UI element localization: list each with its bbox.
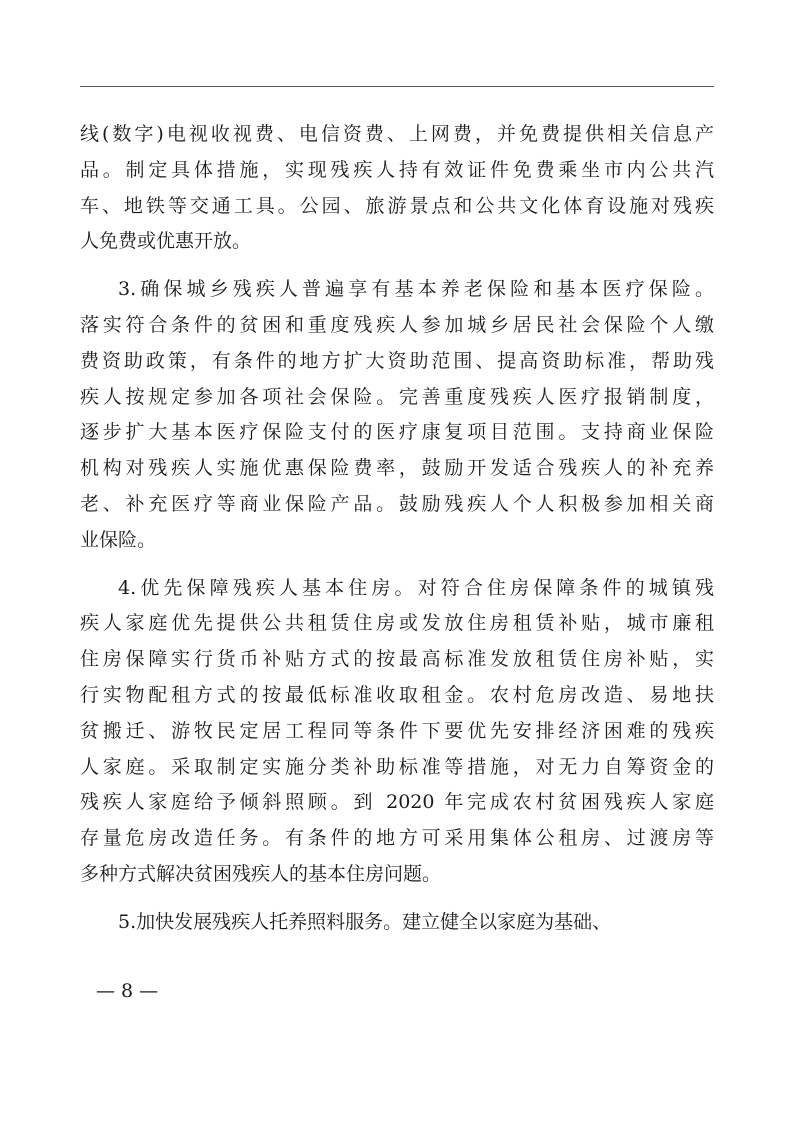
text-line: 车、地铁等交通工具。公园、旅游景点和公共文化体育设施对残疾 bbox=[80, 194, 714, 217]
text-line: 残疾人家庭给予倾斜照顾。到 2020 年完成农村贫困残疾人家庭 bbox=[80, 791, 714, 814]
text-line: 落实符合条件的贫困和重度残疾人参加城乡居民社会保险个人缴 bbox=[80, 313, 714, 336]
page-number: — 8 — bbox=[96, 980, 159, 1002]
text-line: 品。制定具体措施，实现残疾人持有效证件免费乘坐市内公共汽 bbox=[80, 158, 714, 181]
text-line: 存量危房改造任务。有条件的地方可采用集体公租房、过渡房等 bbox=[80, 827, 714, 850]
text-line: 5.加快发展残疾人托养照料服务。建立健全以家庭为基础、 bbox=[118, 910, 612, 933]
text-line: 人免费或优惠开放。 bbox=[80, 230, 252, 253]
text-line: 线(数字)电视收视费、电信资费、上网费，并免费提供相关信息产 bbox=[80, 123, 714, 145]
text-line: 行实物配租方式的按最低标准收取租金。农村危房改造、易地扶 bbox=[80, 683, 714, 706]
text-line: 贫搬迁、游牧民定居工程同等条件下要优先安排经济困难的残疾 bbox=[80, 719, 714, 742]
paragraph-2 bbox=[80, 272, 714, 558]
text-line: 老、补充医疗等商业保险产品。鼓励残疾人个人积极参加相关商 bbox=[80, 492, 714, 515]
text-line: 人家庭。采取制定实施分类补助标准等措施，对无力自筹资金的 bbox=[80, 755, 714, 778]
document-body bbox=[80, 117, 714, 941]
paragraph-3 bbox=[80, 571, 714, 893]
text-line: 逐步扩大基本医疗保险支付的医疗康复项目范围。支持商业保险 bbox=[80, 421, 714, 444]
text-line: 费资助政策，有条件的地方扩大资助范围、提高资助标准，帮助残 bbox=[80, 349, 714, 372]
text-line: 3.确保城乡残疾人普遍享有基本养老保险和基本医疗保险。 bbox=[118, 278, 714, 301]
text-line: 疾人家庭优先提供公共租赁住房或发放住房租赁补贴，城市廉租 bbox=[80, 612, 714, 635]
paragraph-4 bbox=[80, 905, 714, 941]
text-line: 疾人按规定参加各项社会保险。完善重度残疾人医疗报销制度， bbox=[80, 385, 714, 408]
text-line: 住房保障实行货币补贴方式的按最高标准发放租赁住房补贴，实 bbox=[80, 648, 714, 671]
text-line: 机构对残疾人实施优惠保险费率，鼓励开发适合残疾人的补充养 bbox=[80, 457, 714, 480]
paragraph-1 bbox=[80, 117, 714, 260]
text-line: 4.优先保障残疾人基本住房。对符合住房保障条件的城镇残 bbox=[118, 576, 714, 599]
header-rule bbox=[80, 86, 714, 87]
text-line: 多种方式解决贫困残疾人的基本住房问题。 bbox=[80, 862, 442, 885]
text-line: 业保险。 bbox=[80, 528, 157, 551]
